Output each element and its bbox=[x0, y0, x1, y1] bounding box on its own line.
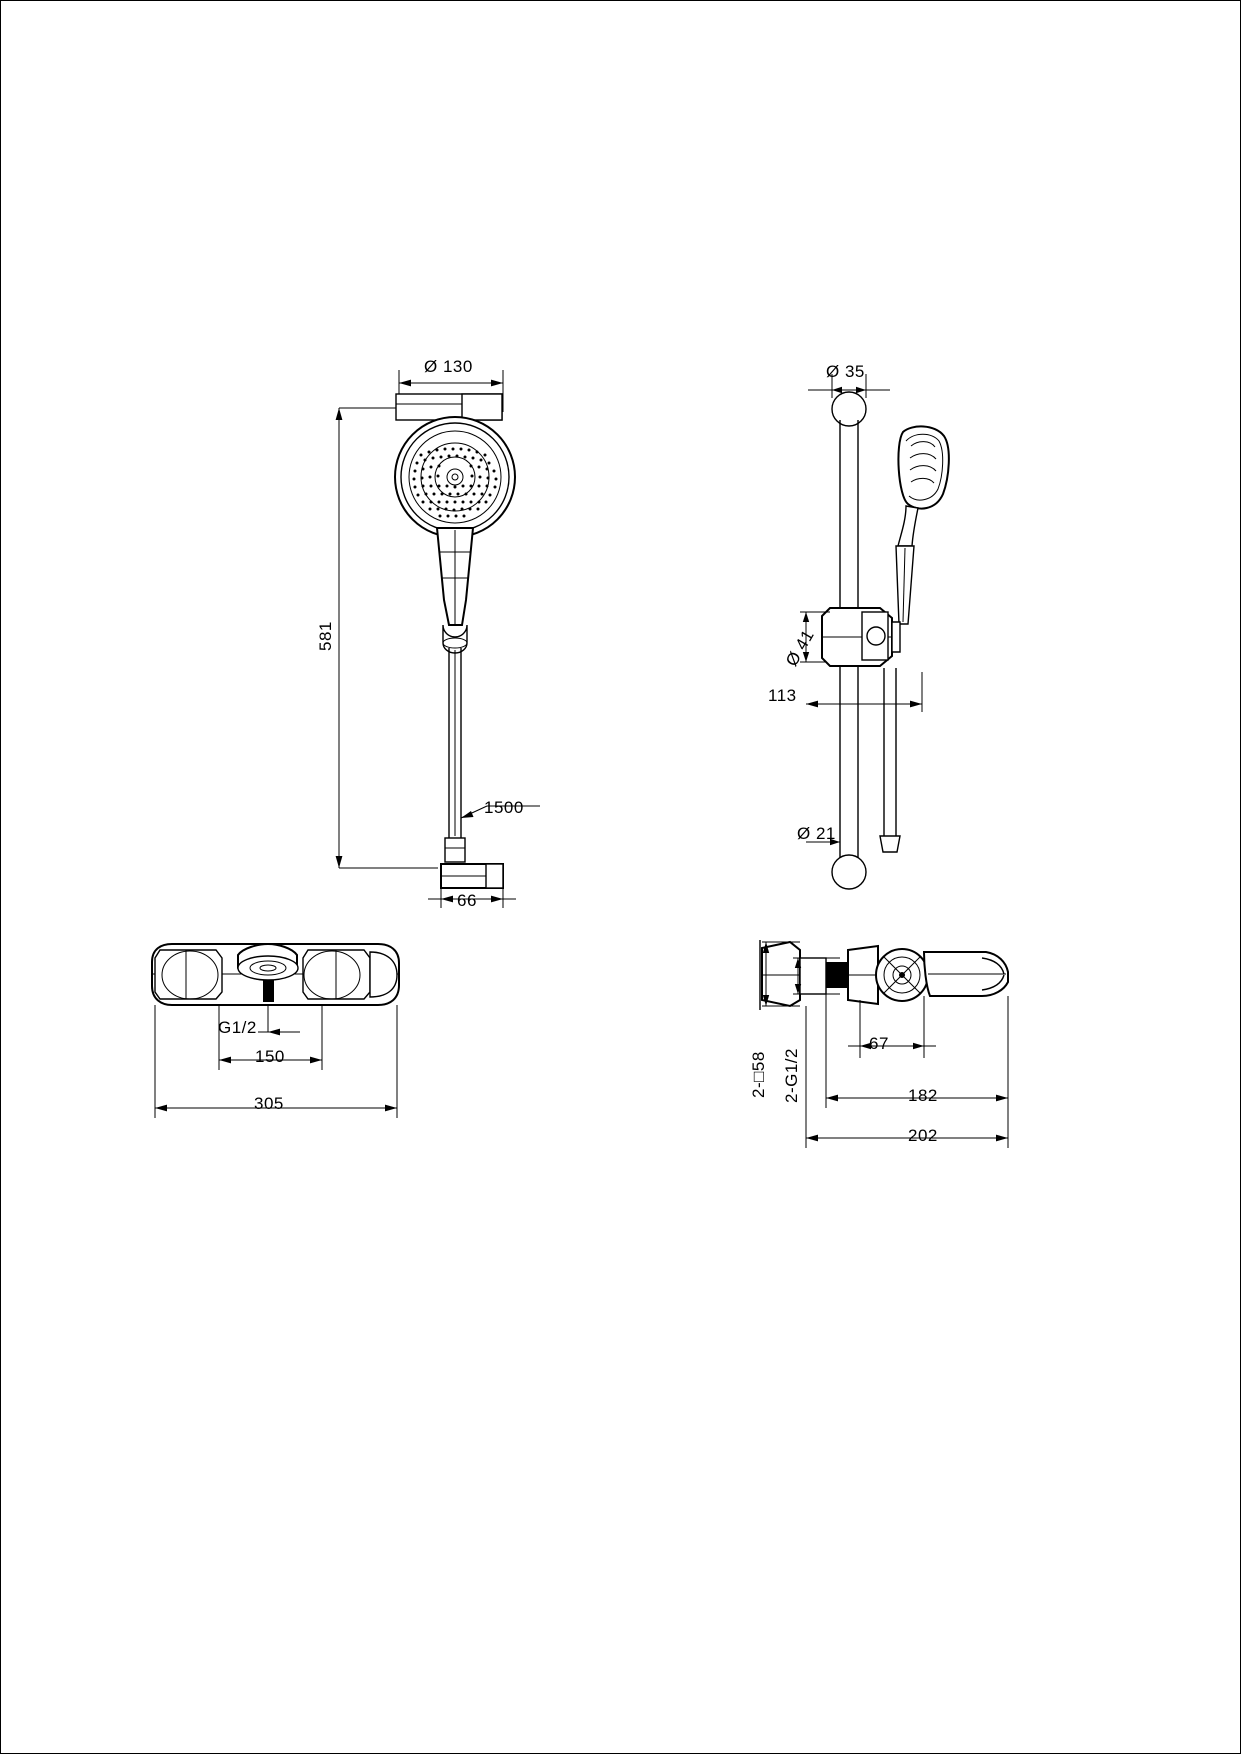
dim-mixer-connection: 2-G1/2 bbox=[782, 1048, 801, 1103]
mixer-front-view bbox=[152, 944, 399, 1118]
dim-mixer-spout-projection: 182 bbox=[908, 1086, 938, 1105]
dim-mixer-centers: 150 bbox=[255, 1047, 285, 1066]
dim-mixer-thread: G1/2 bbox=[218, 1018, 257, 1037]
dim-shower-head-diameter: Ø 130 bbox=[424, 357, 473, 376]
dim-shower-bracket-width: 66 bbox=[457, 891, 477, 910]
hand-shower-front-view bbox=[336, 370, 540, 908]
dim-hose-length: 1500 bbox=[484, 798, 524, 817]
dim-rail-bottom-diameter: Ø 21 bbox=[797, 824, 836, 843]
dim-rail-holder-offset: 113 bbox=[768, 686, 797, 705]
dim-mixer-total-projection: 202 bbox=[908, 1126, 938, 1145]
slide-rail-side-view bbox=[800, 374, 949, 889]
dim-mixer-wall-plate: 2-□58 bbox=[749, 1051, 768, 1098]
dim-mixer-width: 305 bbox=[254, 1094, 284, 1113]
dim-shower-total-length: 581 bbox=[316, 621, 335, 651]
dim-mixer-depth-body: 67 bbox=[869, 1034, 889, 1053]
dim-rail-top-diameter: Ø 35 bbox=[826, 362, 865, 381]
dim-rail-holder-diameter: Ø 41 bbox=[782, 626, 818, 670]
